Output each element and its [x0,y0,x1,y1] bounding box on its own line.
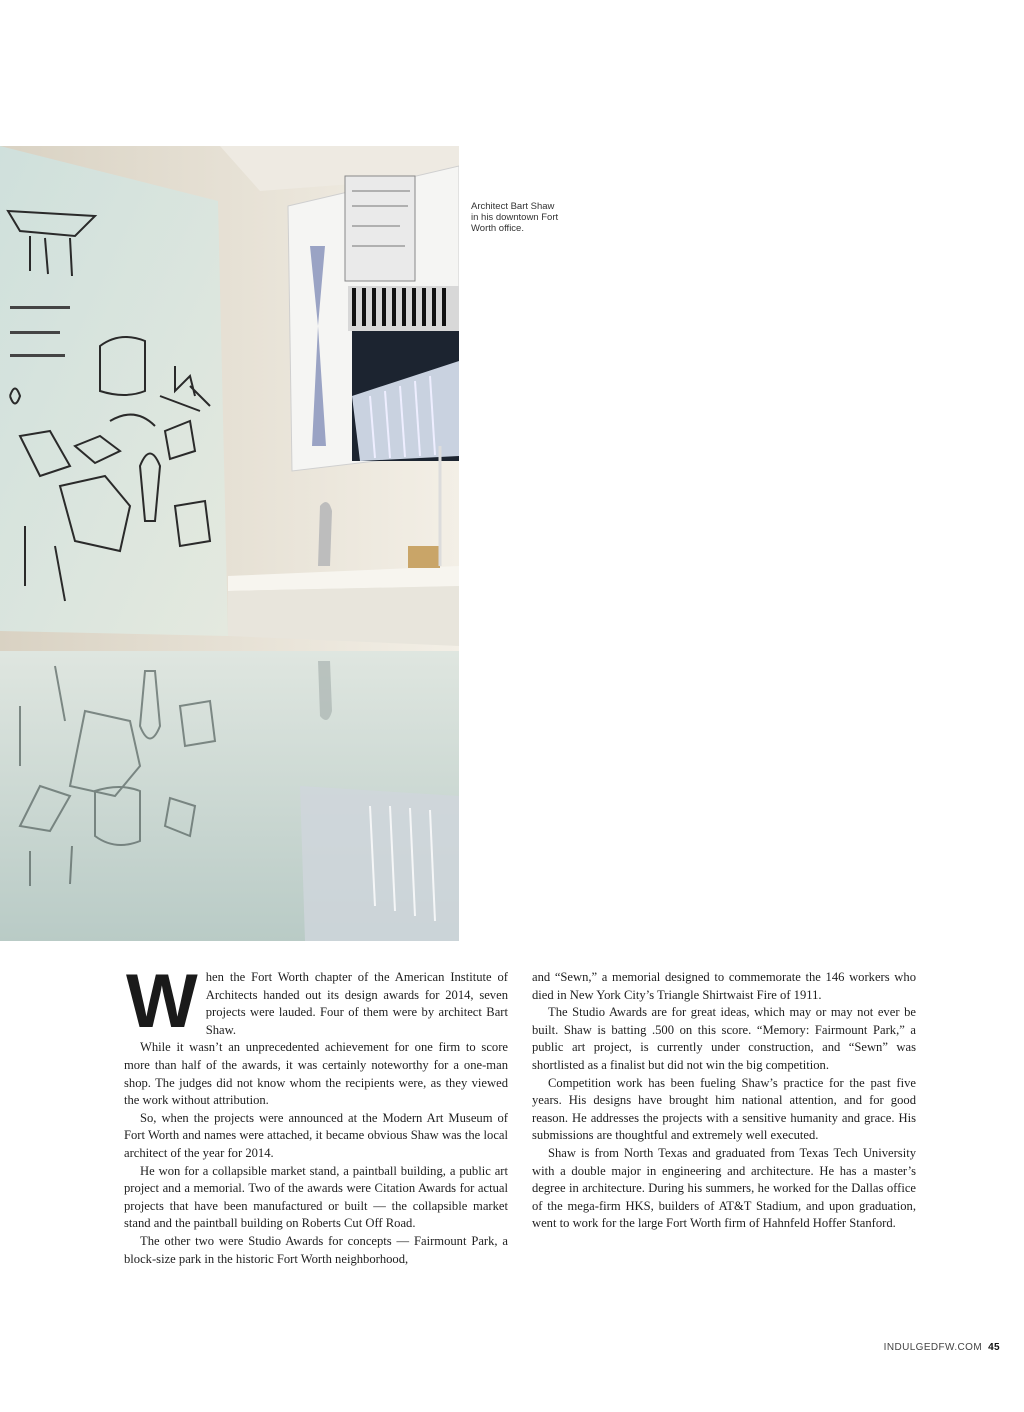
article-column-right [532,969,916,1233]
article-paragraph: He won for a collapsible market stand, a paintball building, a public art project and a memorial. Two of the awards were Citation Awards for actual projects that have been manufactured or built — the collapsible market stand and the paintball building on Roberts Cut Off Road. [124,1163,508,1231]
article-paragraph: While it wasn’t an unprecedented achievement for one firm to score more than half of the awards, it was certainly noteworthy for a one-man shop. The judges did not know whom the recipients were, as they viewed the work without attribution. [124,1040,508,1108]
article-paragraph: The Studio Awards are for great ideas, which may or may not ever be built. Shaw is batting .500 on this score. “Memory: Fairmount Park,” a public art project, is currently under construction, and “Sewn” was shortlisted as a finalist but did not win the big competition. [532,1005,916,1072]
article-paragraph-text: hen the Fort Worth chapter of the American Institute of Architects handed out its design awards for 2014, seven projects were lauded. Four of them were by architect Bart Shaw. [205,970,508,1037]
article-paragraph [124,959,508,1044]
photo-caption: Architect Bart Shaw in his downtown Fort Worth office. [471,201,559,234]
article-paragraph: The other two were Studio Awards for concepts — Fairmount Park, a block-size park in the historic Fort Worth neighborhood, [124,1233,508,1266]
article-paragraph: Shaw is from North Texas and graduated from Texas Tech University with a double major in engineering and architecture. He has a master’s degree in architecture. During his summers, he worked for the Dallas office of the mega-firm HKS, builders of AT&T Stadium, and upon graduation, went to work for the large Fort Worth firm of Hahnfeld Hoffer Stanford. [532,1145,916,1231]
article-paragraph: So, when the projects were announced at the Modern Art Museum of Fort Worth and names were attached, it became obvious Shaw was the local architect of the year for 2014. [124,1110,508,1160]
footer-site: INDULGEDFW.COM [883,1342,983,1353]
article-paragraph: Competition work has been fueling Shaw’s practice for the past five years. His designs have brought him national attention, and for good reason. He addresses the projects with a sensitive humanity and grace. His submissions are thoughtful and extremely well executed. [532,1075,916,1143]
page-number: 45 [988,1342,1000,1353]
drop-cap: W [126,959,198,1044]
office-photo [0,146,459,941]
office-photo-illustration [0,146,459,941]
article-paragraph: and “Sewn,” a memorial designed to commemorate the 146 workers who died in New York City’s Triangle Shirtwaist Fire of 1911. [532,970,916,1002]
page-footer [884,1342,1000,1353]
article-column-left [124,959,508,1268]
